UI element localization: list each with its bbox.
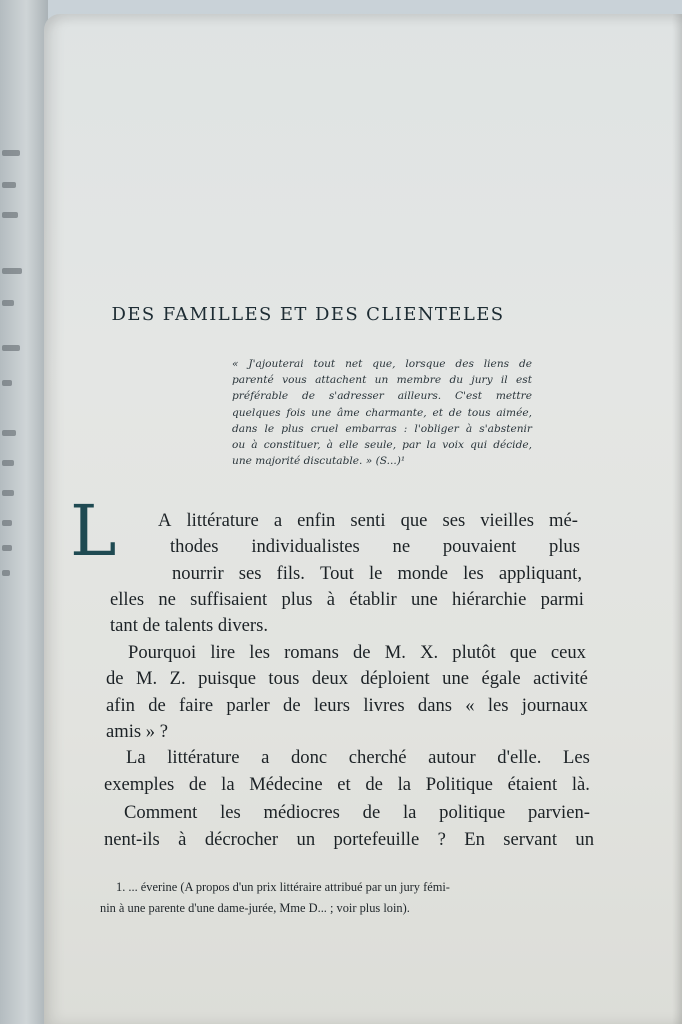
epigraph-line: quelques fois une âme charmante, et de tous aimée,: [232, 406, 532, 419]
bleed-text-mark: [2, 345, 20, 351]
bleed-text-mark: [2, 380, 12, 386]
page-edge-shadow: [672, 14, 682, 1024]
epigraph-line: parenté vous attachent un membre du jury il est: [232, 374, 532, 387]
footnote-line: nin à une parente d'une dame-jurée, Mme D... ; voir plus loin).: [100, 901, 410, 915]
bleed-text-mark: [2, 545, 12, 551]
bleed-text-mark: [2, 430, 16, 436]
epigraph-line: ou à constituer, à elle seule, par la voix qui décide,: [232, 439, 532, 452]
epigraph-line: une majorité discutable. » (S...)¹: [232, 455, 406, 468]
epigraph-line: « J'ajouterai tout net que, lorsque des liens de: [232, 358, 532, 370]
epigraph: [232, 356, 532, 469]
body-line: amis » ?: [106, 721, 168, 742]
bleed-text-mark: [2, 490, 14, 496]
body-line: exemples de la Médecine et de la Politique étaient là.: [104, 774, 590, 795]
bleed-text-mark: [2, 300, 14, 306]
body-line: thodes individualistes ne pouvaient plus: [170, 536, 580, 557]
body-line: Pourquoi lire les romans de M. X. plutôt que ceux: [128, 642, 586, 663]
bleed-text-mark: [2, 268, 22, 274]
body-line: Comment les médiocres de la politique parvien-: [124, 802, 590, 823]
bleed-text-mark: [2, 182, 16, 188]
epigraph-line: préférable de s'adresser ailleurs. C'est mettre: [232, 390, 532, 403]
facing-page-edge: [0, 0, 48, 1024]
body-line: elles ne suffisaient plus à établir une hiérarchie parmi: [110, 589, 584, 610]
body-line: A littérature a enfin senti que ses vieilles mé-: [158, 510, 578, 531]
footnote-line: 1. ... éverine (A propos d'un prix littéraire attribué par un jury fémi-: [116, 880, 450, 894]
bleed-text-mark: [2, 460, 14, 466]
chapter-title: DES FAMILLES ET DES CLIENTELES: [111, 304, 505, 325]
bleed-text-mark: [2, 212, 18, 218]
body-line: nourrir ses fils. Tout le monde les appliquant,: [172, 563, 582, 584]
drop-cap: L: [70, 490, 117, 572]
body-line: de M. Z. puisque tous deux déploient une égale activité: [106, 668, 588, 689]
epigraph-line: dans le plus cruel embarras : l'obliger à s'abstenir: [232, 422, 532, 435]
bleed-text-mark: [2, 150, 20, 156]
body-line: tant de talents divers.: [110, 615, 269, 636]
bleed-text-mark: [2, 520, 12, 526]
bleed-text-mark: [2, 570, 10, 576]
body-line: nent-ils à décrocher un portefeuille ? En servant un: [104, 829, 594, 850]
body-line: La littérature a donc cherché autour d'elle. Les: [126, 747, 590, 768]
body-line: afin de faire parler de leurs livres dans « les journaux: [106, 695, 588, 716]
